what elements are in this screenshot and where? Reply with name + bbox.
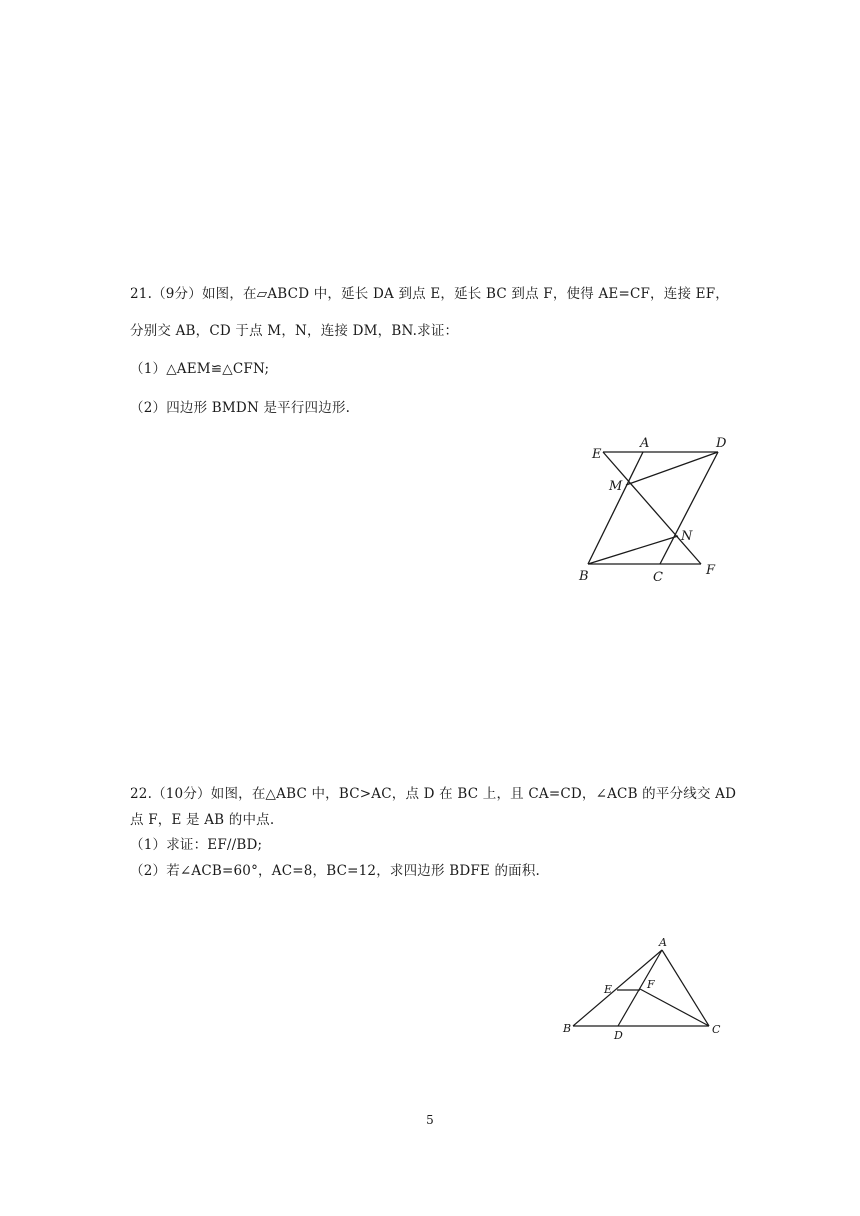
label-M: M bbox=[609, 479, 623, 494]
q22-figure bbox=[555, 932, 730, 1048]
q21-figure-svg bbox=[570, 430, 740, 590]
segment-CF bbox=[640, 989, 709, 1026]
q22-part-1: （1）求证：EF//BD; bbox=[130, 837, 263, 853]
label-F: F bbox=[706, 563, 716, 578]
segment-AC bbox=[662, 950, 709, 1026]
label-A: A bbox=[640, 436, 650, 451]
segment-AB bbox=[588, 452, 643, 564]
segment-AD bbox=[618, 950, 662, 1026]
q22-figure-svg bbox=[555, 932, 730, 1044]
segment-BN bbox=[588, 536, 678, 564]
segment-DC bbox=[660, 452, 718, 564]
q22-part-2: （2）若∠ACB=60°，AC=8，BC=12，求四边形 BDFE 的面积. bbox=[130, 863, 541, 879]
page-number: 5 bbox=[426, 1113, 434, 1127]
q21-figure bbox=[570, 430, 740, 594]
label-N: N bbox=[681, 529, 693, 544]
segment-EF bbox=[603, 452, 701, 564]
q21-part-2: （2）四边形 BMDN 是平行四边形. bbox=[130, 400, 351, 416]
q22-text-line-2: 点 F，E 是 AB 的中点. bbox=[130, 812, 275, 828]
label-B: B bbox=[563, 1022, 572, 1035]
label-C: C bbox=[712, 1023, 721, 1036]
label-D: D bbox=[716, 436, 727, 451]
label-F: F bbox=[647, 978, 655, 991]
label-D: D bbox=[614, 1029, 623, 1042]
label-E: E bbox=[604, 983, 613, 996]
q21-part-1: （1）△AEM≌△CFN; bbox=[130, 361, 270, 377]
q21-text-line-2: 分别交 AB，CD 于点 M，N，连接 DM，BN.求证： bbox=[130, 323, 459, 339]
label-C: C bbox=[653, 570, 663, 585]
q21-text-line-1: 21.（9分）如图，在▱ABCD 中，延长 DA 到点 E，延长 BC 到点 F，使得 AE=CF，连接 EF， bbox=[130, 286, 729, 302]
label-E: E bbox=[592, 447, 602, 462]
label-B: B bbox=[579, 569, 589, 584]
label-A: A bbox=[659, 936, 667, 949]
q22-text-line-1: 22.（10分）如图，在△ABC 中，BC>AC，点 D 在 BC 上，且 CA=CD，∠ACB 的平分线交 AD bbox=[130, 786, 737, 802]
